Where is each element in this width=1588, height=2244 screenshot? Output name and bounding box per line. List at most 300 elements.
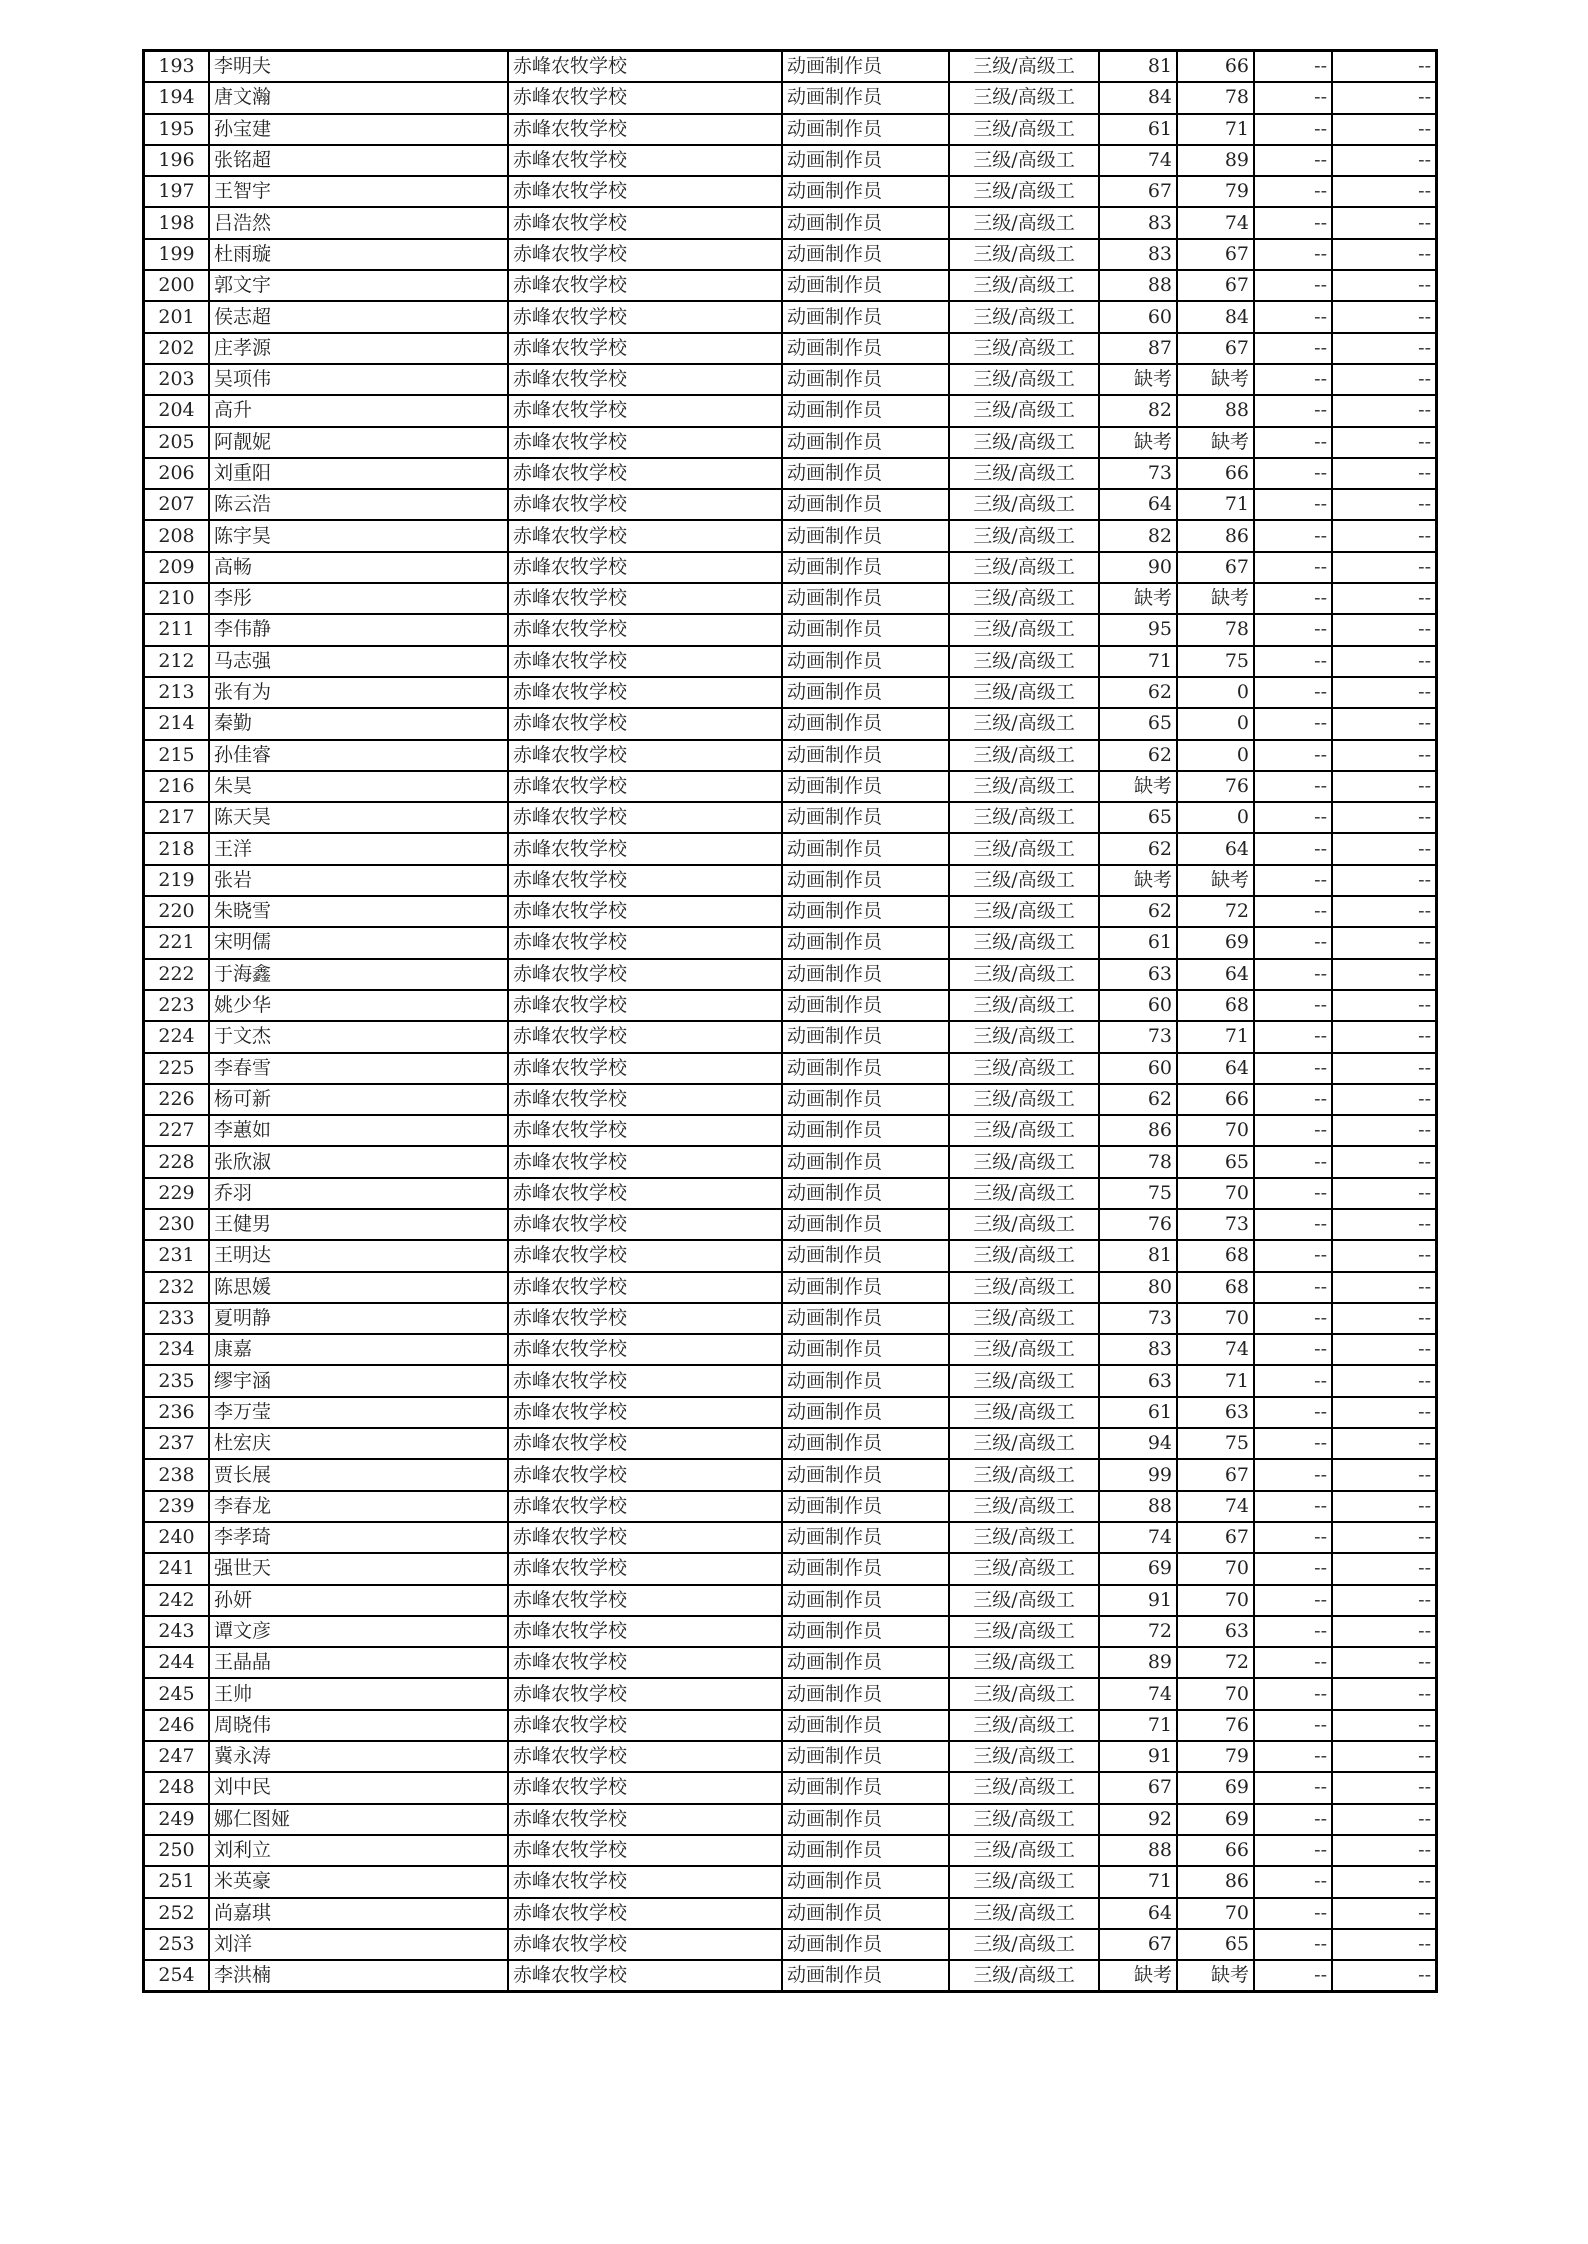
student-name-cell: 姚少华 bbox=[209, 990, 508, 1021]
extra-score-2-cell: -- bbox=[1332, 239, 1436, 270]
extra-score-2-cell: -- bbox=[1332, 520, 1436, 551]
table-row bbox=[144, 771, 1436, 802]
extra-score-2-cell: -- bbox=[1332, 1115, 1436, 1146]
table-row bbox=[144, 489, 1436, 520]
extra-score-1-cell: -- bbox=[1254, 1678, 1332, 1709]
table-row bbox=[144, 395, 1436, 426]
row-number-cell: 254 bbox=[144, 1960, 209, 1991]
skill-level-cell: 三级/高级工 bbox=[949, 51, 1099, 82]
occupation-cell: 动画制作员 bbox=[782, 364, 949, 395]
extra-score-1-cell: -- bbox=[1254, 51, 1332, 82]
skill-level-cell: 三级/高级工 bbox=[949, 145, 1099, 176]
school-name-cell: 赤峰农牧学校 bbox=[508, 1522, 782, 1553]
extra-score-1-cell: -- bbox=[1254, 1616, 1332, 1647]
extra-score-1-cell: -- bbox=[1254, 802, 1332, 833]
practical-score-cell: 64 bbox=[1177, 959, 1254, 990]
extra-score-1-cell: -- bbox=[1254, 833, 1332, 864]
extra-score-1-cell: -- bbox=[1254, 740, 1332, 771]
table-row bbox=[144, 833, 1436, 864]
extra-score-2-cell: -- bbox=[1332, 395, 1436, 426]
theory-score-cell: 67 bbox=[1099, 1929, 1177, 1960]
skill-level-cell: 三级/高级工 bbox=[949, 1898, 1099, 1929]
table-row bbox=[144, 927, 1436, 958]
skill-level-cell: 三级/高级工 bbox=[949, 1178, 1099, 1209]
table-row bbox=[144, 1741, 1436, 1772]
extra-score-2-cell: -- bbox=[1332, 1898, 1436, 1929]
table-row bbox=[144, 520, 1436, 551]
table-row bbox=[144, 1303, 1436, 1334]
extra-score-1-cell: -- bbox=[1254, 552, 1332, 583]
theory-score-cell: 缺考 bbox=[1099, 427, 1177, 458]
extra-score-2-cell: -- bbox=[1332, 802, 1436, 833]
table-row bbox=[144, 1084, 1436, 1115]
school-name-cell: 赤峰农牧学校 bbox=[508, 1772, 782, 1803]
row-number-cell: 211 bbox=[144, 614, 209, 645]
school-name-cell: 赤峰农牧学校 bbox=[508, 1898, 782, 1929]
extra-score-1-cell: -- bbox=[1254, 1397, 1332, 1428]
student-name-cell: 李伟静 bbox=[209, 614, 508, 645]
occupation-cell: 动画制作员 bbox=[782, 614, 949, 645]
row-number-cell: 195 bbox=[144, 114, 209, 145]
extra-score-1-cell: -- bbox=[1254, 1710, 1332, 1741]
practical-score-cell: 78 bbox=[1177, 82, 1254, 113]
occupation-cell: 动画制作员 bbox=[782, 1021, 949, 1052]
row-number-cell: 246 bbox=[144, 1710, 209, 1741]
row-number-cell: 204 bbox=[144, 395, 209, 426]
school-name-cell: 赤峰农牧学校 bbox=[508, 927, 782, 958]
row-number-cell: 205 bbox=[144, 427, 209, 458]
skill-level-cell: 三级/高级工 bbox=[949, 239, 1099, 270]
practical-score-cell: 66 bbox=[1177, 1835, 1254, 1866]
school-name-cell: 赤峰农牧学校 bbox=[508, 708, 782, 739]
student-name-cell: 吕浩然 bbox=[209, 207, 508, 238]
practical-score-cell: 67 bbox=[1177, 1522, 1254, 1553]
practical-score-cell: 86 bbox=[1177, 1866, 1254, 1897]
extra-score-1-cell: -- bbox=[1254, 458, 1332, 489]
theory-score-cell: 86 bbox=[1099, 1115, 1177, 1146]
extra-score-2-cell: -- bbox=[1332, 364, 1436, 395]
skill-level-cell: 三级/高级工 bbox=[949, 1678, 1099, 1709]
skill-level-cell: 三级/高级工 bbox=[949, 427, 1099, 458]
row-number-cell: 236 bbox=[144, 1397, 209, 1428]
occupation-cell: 动画制作员 bbox=[782, 207, 949, 238]
practical-score-cell: 70 bbox=[1177, 1585, 1254, 1616]
table-row bbox=[144, 1553, 1436, 1584]
student-name-cell: 张铭超 bbox=[209, 145, 508, 176]
skill-level-cell: 三级/高级工 bbox=[949, 1772, 1099, 1803]
theory-score-cell: 73 bbox=[1099, 1021, 1177, 1052]
extra-score-1-cell: -- bbox=[1254, 395, 1332, 426]
practical-score-cell: 65 bbox=[1177, 1929, 1254, 1960]
practical-score-cell: 70 bbox=[1177, 1898, 1254, 1929]
extra-score-1-cell: -- bbox=[1254, 614, 1332, 645]
theory-score-cell: 95 bbox=[1099, 614, 1177, 645]
skill-level-cell: 三级/高级工 bbox=[949, 1491, 1099, 1522]
school-name-cell: 赤峰农牧学校 bbox=[508, 552, 782, 583]
student-name-cell: 李万莹 bbox=[209, 1397, 508, 1428]
row-number-cell: 207 bbox=[144, 489, 209, 520]
row-number-cell: 220 bbox=[144, 896, 209, 927]
extra-score-1-cell: -- bbox=[1254, 990, 1332, 1021]
theory-score-cell: 88 bbox=[1099, 1835, 1177, 1866]
practical-score-cell: 74 bbox=[1177, 1491, 1254, 1522]
occupation-cell: 动画制作员 bbox=[782, 927, 949, 958]
occupation-cell: 动画制作员 bbox=[782, 1804, 949, 1835]
school-name-cell: 赤峰农牧学校 bbox=[508, 583, 782, 614]
practical-score-cell: 66 bbox=[1177, 1084, 1254, 1115]
school-name-cell: 赤峰农牧学校 bbox=[508, 677, 782, 708]
table-row bbox=[144, 740, 1436, 771]
theory-score-cell: 99 bbox=[1099, 1459, 1177, 1490]
extra-score-1-cell: -- bbox=[1254, 1272, 1332, 1303]
practical-score-cell: 70 bbox=[1177, 1178, 1254, 1209]
row-number-cell: 231 bbox=[144, 1240, 209, 1271]
extra-score-2-cell: -- bbox=[1332, 990, 1436, 1021]
school-name-cell: 赤峰农牧学校 bbox=[508, 114, 782, 145]
occupation-cell: 动画制作员 bbox=[782, 239, 949, 270]
occupation-cell: 动画制作员 bbox=[782, 145, 949, 176]
extra-score-1-cell: -- bbox=[1254, 1960, 1332, 1991]
occupation-cell: 动画制作员 bbox=[782, 1115, 949, 1146]
occupation-cell: 动画制作员 bbox=[782, 1898, 949, 1929]
school-name-cell: 赤峰农牧学校 bbox=[508, 1365, 782, 1396]
row-number-cell: 227 bbox=[144, 1115, 209, 1146]
table-row bbox=[144, 145, 1436, 176]
table-row bbox=[144, 176, 1436, 207]
practical-score-cell: 缺考 bbox=[1177, 427, 1254, 458]
table-row bbox=[144, 1929, 1436, 1960]
skill-level-cell: 三级/高级工 bbox=[949, 364, 1099, 395]
skill-level-cell: 三级/高级工 bbox=[949, 740, 1099, 771]
skill-level-cell: 三级/高级工 bbox=[949, 990, 1099, 1021]
extra-score-2-cell: -- bbox=[1332, 1929, 1436, 1960]
student-name-cell: 陈思媛 bbox=[209, 1272, 508, 1303]
extra-score-1-cell: -- bbox=[1254, 1178, 1332, 1209]
student-name-cell: 宋明儒 bbox=[209, 927, 508, 958]
skill-level-cell: 三级/高级工 bbox=[949, 1084, 1099, 1115]
table-row bbox=[144, 865, 1436, 896]
school-name-cell: 赤峰农牧学校 bbox=[508, 1647, 782, 1678]
extra-score-2-cell: -- bbox=[1332, 51, 1436, 82]
row-number-cell: 235 bbox=[144, 1365, 209, 1396]
student-name-cell: 谭文彦 bbox=[209, 1616, 508, 1647]
occupation-cell: 动画制作员 bbox=[782, 270, 949, 301]
occupation-cell: 动画制作员 bbox=[782, 1209, 949, 1240]
skill-level-cell: 三级/高级工 bbox=[949, 176, 1099, 207]
extra-score-1-cell: -- bbox=[1254, 427, 1332, 458]
occupation-cell: 动画制作员 bbox=[782, 771, 949, 802]
school-name-cell: 赤峰农牧学校 bbox=[508, 1178, 782, 1209]
skill-level-cell: 三级/高级工 bbox=[949, 865, 1099, 896]
extra-score-1-cell: -- bbox=[1254, 1115, 1332, 1146]
theory-score-cell: 82 bbox=[1099, 520, 1177, 551]
row-number-cell: 198 bbox=[144, 207, 209, 238]
row-number-cell: 224 bbox=[144, 1021, 209, 1052]
school-name-cell: 赤峰农牧学校 bbox=[508, 82, 782, 113]
extra-score-1-cell: -- bbox=[1254, 1240, 1332, 1271]
theory-score-cell: 63 bbox=[1099, 959, 1177, 990]
student-name-cell: 马志强 bbox=[209, 646, 508, 677]
extra-score-2-cell: -- bbox=[1332, 583, 1436, 614]
theory-score-cell: 81 bbox=[1099, 51, 1177, 82]
theory-score-cell: 60 bbox=[1099, 301, 1177, 332]
student-name-cell: 李蕙如 bbox=[209, 1115, 508, 1146]
practical-score-cell: 79 bbox=[1177, 176, 1254, 207]
practical-score-cell: 70 bbox=[1177, 1553, 1254, 1584]
extra-score-1-cell: -- bbox=[1254, 1929, 1332, 1960]
table-row bbox=[144, 1647, 1436, 1678]
row-number-cell: 230 bbox=[144, 1209, 209, 1240]
student-name-cell: 李春龙 bbox=[209, 1491, 508, 1522]
occupation-cell: 动画制作员 bbox=[782, 458, 949, 489]
occupation-cell: 动画制作员 bbox=[782, 176, 949, 207]
theory-score-cell: 73 bbox=[1099, 1303, 1177, 1334]
table-row bbox=[144, 1491, 1436, 1522]
row-number-cell: 202 bbox=[144, 333, 209, 364]
practical-score-cell: 69 bbox=[1177, 927, 1254, 958]
student-name-cell: 刘中民 bbox=[209, 1772, 508, 1803]
row-number-cell: 200 bbox=[144, 270, 209, 301]
practical-score-cell: 86 bbox=[1177, 520, 1254, 551]
student-name-cell: 郭文宇 bbox=[209, 270, 508, 301]
extra-score-2-cell: -- bbox=[1332, 1835, 1436, 1866]
row-number-cell: 223 bbox=[144, 990, 209, 1021]
school-name-cell: 赤峰农牧学校 bbox=[508, 1209, 782, 1240]
table-row bbox=[144, 1115, 1436, 1146]
practical-score-cell: 78 bbox=[1177, 614, 1254, 645]
occupation-cell: 动画制作员 bbox=[782, 1272, 949, 1303]
skill-level-cell: 三级/高级工 bbox=[949, 1741, 1099, 1772]
occupation-cell: 动画制作员 bbox=[782, 959, 949, 990]
skill-level-cell: 三级/高级工 bbox=[949, 1647, 1099, 1678]
skill-level-cell: 三级/高级工 bbox=[949, 1553, 1099, 1584]
extra-score-2-cell: -- bbox=[1332, 489, 1436, 520]
extra-score-2-cell: -- bbox=[1332, 333, 1436, 364]
student-name-cell: 乔羽 bbox=[209, 1178, 508, 1209]
extra-score-2-cell: -- bbox=[1332, 1084, 1436, 1115]
school-name-cell: 赤峰农牧学校 bbox=[508, 1835, 782, 1866]
occupation-cell: 动画制作员 bbox=[782, 1053, 949, 1084]
theory-score-cell: 83 bbox=[1099, 207, 1177, 238]
skill-level-cell: 三级/高级工 bbox=[949, 1522, 1099, 1553]
extra-score-2-cell: -- bbox=[1332, 1240, 1436, 1271]
row-number-cell: 226 bbox=[144, 1084, 209, 1115]
skill-level-cell: 三级/高级工 bbox=[949, 207, 1099, 238]
practical-score-cell: 72 bbox=[1177, 1647, 1254, 1678]
extra-score-1-cell: -- bbox=[1254, 82, 1332, 113]
skill-level-cell: 三级/高级工 bbox=[949, 520, 1099, 551]
skill-level-cell: 三级/高级工 bbox=[949, 708, 1099, 739]
skill-level-cell: 三级/高级工 bbox=[949, 1303, 1099, 1334]
extra-score-2-cell: -- bbox=[1332, 270, 1436, 301]
extra-score-1-cell: -- bbox=[1254, 959, 1332, 990]
extra-score-2-cell: -- bbox=[1332, 1365, 1436, 1396]
skill-level-cell: 三级/高级工 bbox=[949, 333, 1099, 364]
extra-score-1-cell: -- bbox=[1254, 708, 1332, 739]
practical-score-cell: 79 bbox=[1177, 1741, 1254, 1772]
row-number-cell: 225 bbox=[144, 1053, 209, 1084]
extra-score-1-cell: -- bbox=[1254, 239, 1332, 270]
skill-level-cell: 三级/高级工 bbox=[949, 270, 1099, 301]
extra-score-1-cell: -- bbox=[1254, 1084, 1332, 1115]
theory-score-cell: 64 bbox=[1099, 1898, 1177, 1929]
school-name-cell: 赤峰农牧学校 bbox=[508, 1084, 782, 1115]
practical-score-cell: 70 bbox=[1177, 1115, 1254, 1146]
student-name-cell: 强世天 bbox=[209, 1553, 508, 1584]
theory-score-cell: 65 bbox=[1099, 708, 1177, 739]
row-number-cell: 219 bbox=[144, 865, 209, 896]
row-number-cell: 229 bbox=[144, 1178, 209, 1209]
extra-score-1-cell: -- bbox=[1254, 1866, 1332, 1897]
extra-score-2-cell: -- bbox=[1332, 1522, 1436, 1553]
theory-score-cell: 74 bbox=[1099, 145, 1177, 176]
school-name-cell: 赤峰农牧学校 bbox=[508, 239, 782, 270]
row-number-cell: 244 bbox=[144, 1647, 209, 1678]
student-name-cell: 李彤 bbox=[209, 583, 508, 614]
extra-score-1-cell: -- bbox=[1254, 364, 1332, 395]
school-name-cell: 赤峰农牧学校 bbox=[508, 145, 782, 176]
school-name-cell: 赤峰农牧学校 bbox=[508, 771, 782, 802]
theory-score-cell: 60 bbox=[1099, 990, 1177, 1021]
table-row bbox=[144, 583, 1436, 614]
table-row bbox=[144, 1209, 1436, 1240]
table-row bbox=[144, 802, 1436, 833]
school-name-cell: 赤峰农牧学校 bbox=[508, 865, 782, 896]
extra-score-2-cell: -- bbox=[1332, 82, 1436, 113]
extra-score-2-cell: -- bbox=[1332, 301, 1436, 332]
skill-level-cell: 三级/高级工 bbox=[949, 583, 1099, 614]
table-row bbox=[144, 207, 1436, 238]
extra-score-1-cell: -- bbox=[1254, 333, 1332, 364]
theory-score-cell: 91 bbox=[1099, 1585, 1177, 1616]
row-number-cell: 217 bbox=[144, 802, 209, 833]
extra-score-1-cell: -- bbox=[1254, 865, 1332, 896]
theory-score-cell: 74 bbox=[1099, 1678, 1177, 1709]
table-row bbox=[144, 333, 1436, 364]
table-row bbox=[144, 1334, 1436, 1365]
practical-score-cell: 72 bbox=[1177, 896, 1254, 927]
practical-score-cell: 缺考 bbox=[1177, 364, 1254, 395]
row-number-cell: 242 bbox=[144, 1585, 209, 1616]
school-name-cell: 赤峰农牧学校 bbox=[508, 1146, 782, 1177]
practical-score-cell: 67 bbox=[1177, 270, 1254, 301]
skill-level-cell: 三级/高级工 bbox=[949, 1272, 1099, 1303]
table-row bbox=[144, 1146, 1436, 1177]
extra-score-2-cell: -- bbox=[1332, 1804, 1436, 1835]
table-row bbox=[144, 1804, 1436, 1835]
extra-score-1-cell: -- bbox=[1254, 1772, 1332, 1803]
table-row bbox=[144, 82, 1436, 113]
school-name-cell: 赤峰农牧学校 bbox=[508, 427, 782, 458]
extra-score-2-cell: -- bbox=[1332, 1710, 1436, 1741]
table-row bbox=[144, 990, 1436, 1021]
practical-score-cell: 0 bbox=[1177, 677, 1254, 708]
extra-score-1-cell: -- bbox=[1254, 771, 1332, 802]
occupation-cell: 动画制作员 bbox=[782, 489, 949, 520]
occupation-cell: 动画制作员 bbox=[782, 896, 949, 927]
extra-score-1-cell: -- bbox=[1254, 583, 1332, 614]
theory-score-cell: 80 bbox=[1099, 1272, 1177, 1303]
school-name-cell: 赤峰农牧学校 bbox=[508, 1929, 782, 1960]
practical-score-cell: 75 bbox=[1177, 646, 1254, 677]
extra-score-2-cell: -- bbox=[1332, 145, 1436, 176]
extra-score-1-cell: -- bbox=[1254, 207, 1332, 238]
extra-score-1-cell: -- bbox=[1254, 1021, 1332, 1052]
practical-score-cell: 缺考 bbox=[1177, 1960, 1254, 1991]
extra-score-1-cell: -- bbox=[1254, 1585, 1332, 1616]
theory-score-cell: 78 bbox=[1099, 1146, 1177, 1177]
extra-score-1-cell: -- bbox=[1254, 176, 1332, 207]
table-row bbox=[144, 364, 1436, 395]
student-name-cell: 王健男 bbox=[209, 1209, 508, 1240]
school-name-cell: 赤峰农牧学校 bbox=[508, 646, 782, 677]
theory-score-cell: 61 bbox=[1099, 114, 1177, 145]
occupation-cell: 动画制作员 bbox=[782, 301, 949, 332]
theory-score-cell: 71 bbox=[1099, 646, 1177, 677]
practical-score-cell: 68 bbox=[1177, 1272, 1254, 1303]
school-name-cell: 赤峰农牧学校 bbox=[508, 1491, 782, 1522]
table-row bbox=[144, 552, 1436, 583]
occupation-cell: 动画制作员 bbox=[782, 552, 949, 583]
extra-score-1-cell: -- bbox=[1254, 1459, 1332, 1490]
occupation-cell: 动画制作员 bbox=[782, 1647, 949, 1678]
skill-level-cell: 三级/高级工 bbox=[949, 1710, 1099, 1741]
skill-level-cell: 三级/高级工 bbox=[949, 1021, 1099, 1052]
student-name-cell: 杨可新 bbox=[209, 1084, 508, 1115]
row-number-cell: 216 bbox=[144, 771, 209, 802]
student-name-cell: 王明达 bbox=[209, 1240, 508, 1271]
occupation-cell: 动画制作员 bbox=[782, 1835, 949, 1866]
theory-score-cell: 83 bbox=[1099, 239, 1177, 270]
practical-score-cell: 69 bbox=[1177, 1804, 1254, 1835]
skill-level-cell: 三级/高级工 bbox=[949, 1929, 1099, 1960]
table-row bbox=[144, 458, 1436, 489]
student-name-cell: 李明夫 bbox=[209, 51, 508, 82]
skill-level-cell: 三级/高级工 bbox=[949, 1209, 1099, 1240]
extra-score-2-cell: -- bbox=[1332, 927, 1436, 958]
school-name-cell: 赤峰农牧学校 bbox=[508, 1397, 782, 1428]
student-name-cell: 刘利立 bbox=[209, 1835, 508, 1866]
row-number-cell: 215 bbox=[144, 740, 209, 771]
school-name-cell: 赤峰农牧学校 bbox=[508, 1334, 782, 1365]
table-row bbox=[144, 1898, 1436, 1929]
theory-score-cell: 87 bbox=[1099, 333, 1177, 364]
extra-score-2-cell: -- bbox=[1332, 207, 1436, 238]
school-name-cell: 赤峰农牧学校 bbox=[508, 1678, 782, 1709]
extra-score-2-cell: -- bbox=[1332, 1178, 1436, 1209]
skill-level-cell: 三级/高级工 bbox=[949, 82, 1099, 113]
student-name-cell: 周晓伟 bbox=[209, 1710, 508, 1741]
extra-score-1-cell: -- bbox=[1254, 1522, 1332, 1553]
student-name-cell: 王晶晶 bbox=[209, 1647, 508, 1678]
student-name-cell: 娜仁图娅 bbox=[209, 1804, 508, 1835]
extra-score-2-cell: -- bbox=[1332, 1459, 1436, 1490]
theory-score-cell: 缺考 bbox=[1099, 771, 1177, 802]
extra-score-1-cell: -- bbox=[1254, 1491, 1332, 1522]
extra-score-2-cell: -- bbox=[1332, 1334, 1436, 1365]
row-number-cell: 253 bbox=[144, 1929, 209, 1960]
extra-score-1-cell: -- bbox=[1254, 1647, 1332, 1678]
table-row bbox=[144, 959, 1436, 990]
table-row bbox=[144, 1585, 1436, 1616]
theory-score-cell: 67 bbox=[1099, 176, 1177, 207]
extra-score-1-cell: -- bbox=[1254, 145, 1332, 176]
occupation-cell: 动画制作员 bbox=[782, 740, 949, 771]
skill-level-cell: 三级/高级工 bbox=[949, 1804, 1099, 1835]
row-number-cell: 218 bbox=[144, 833, 209, 864]
theory-score-cell: 缺考 bbox=[1099, 364, 1177, 395]
occupation-cell: 动画制作员 bbox=[782, 114, 949, 145]
